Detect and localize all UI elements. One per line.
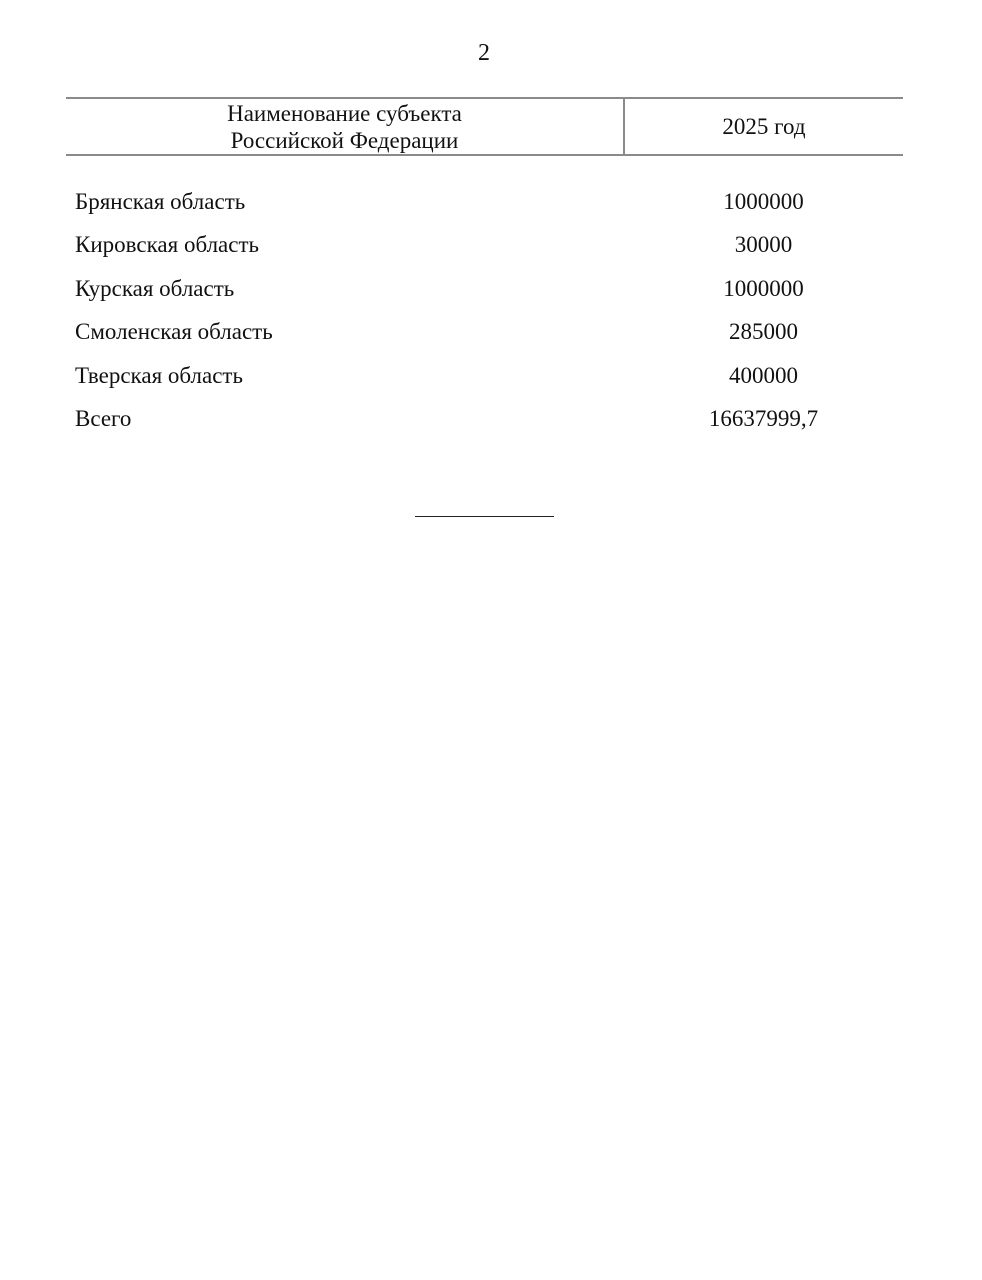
header-region-column (66, 99, 625, 154)
region-value: 1000000 (723, 188, 804, 214)
total-value: 16637999,7 (708, 406, 819, 432)
table-header (66, 97, 903, 156)
end-of-document-divider (415, 516, 554, 517)
header-year-column (625, 99, 903, 154)
region-value: 400000 (729, 362, 798, 388)
table-row (75, 354, 903, 398)
region-value: 285000 (729, 319, 798, 345)
header-year-label: 2025 год (722, 114, 806, 139)
table-body (75, 180, 903, 441)
table-row (75, 311, 903, 355)
header-region-line2: Российской Федерации (230, 127, 459, 153)
region-value: 30000 (734, 232, 793, 258)
table-row (75, 267, 903, 311)
table-row (75, 224, 903, 268)
region-name: Тверская область (75, 362, 243, 388)
region-name: Кировская область (75, 232, 260, 258)
page-number: 2 (478, 40, 490, 66)
region-name: Брянская область (75, 188, 246, 214)
table-row (75, 180, 903, 224)
header-region-line1: Наименование субъекта (227, 100, 462, 126)
region-name: Курская область (75, 275, 235, 301)
region-value: 1000000 (723, 275, 804, 301)
total-label: Всего (75, 406, 132, 432)
table-row-total (75, 398, 903, 442)
region-name: Смоленская область (75, 319, 273, 345)
